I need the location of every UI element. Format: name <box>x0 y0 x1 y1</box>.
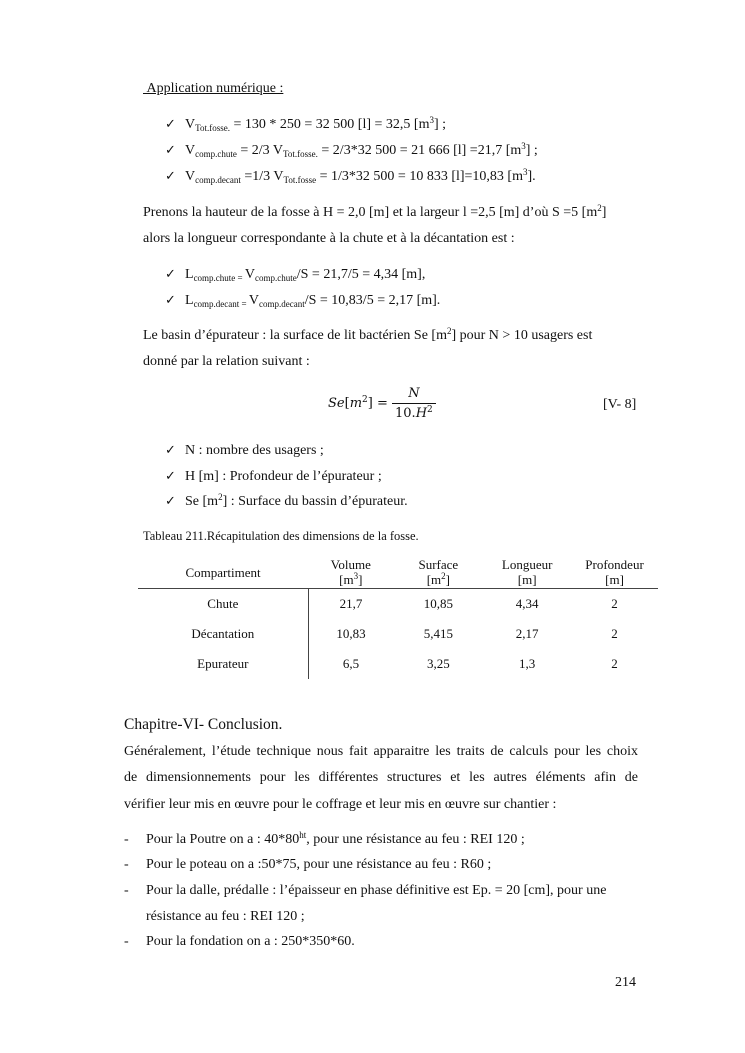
column-header-profondeur: Profondeur [m] <box>571 556 658 589</box>
bullet-fondation: - Pour la fondation on a : 250*350*60. <box>124 934 355 949</box>
list-item-definition-se: ✓ Se $[m^2]$ : Surface du bassin d’épurateur. <box>165 492 408 509</box>
checkmark-icon: ✓ <box>165 469 176 484</box>
table-cell: Décantation <box>138 619 308 649</box>
dash-bullet: - <box>124 857 129 872</box>
bullet-poteau: - Pour le poteau on a :50*75, pour une résistance au feu : R60 ; <box>124 857 492 872</box>
list-item-length-decant: ✓ $L_{comp.decant =}$ $V_{comp.decant}/S = 10,83/5 = 2,17$ [m]. <box>165 293 441 309</box>
paragraph-epurateur-line2: donné par la relation suivant : <box>143 354 310 369</box>
list-item-volume-total: ✓ $V_{Tot.fosse.} = 130 * 250 = 32$ 500 [l] = 32,5 $[m^3]$ ; <box>165 115 447 133</box>
checkmark-icon: ✓ <box>165 494 176 509</box>
table-cell: 2 <box>611 596 618 611</box>
table-cell: 2 <box>611 626 618 641</box>
dash-bullet: - <box>124 934 129 949</box>
paragraph-dimensions-line2: alors la longueur correspondante à la chute et à la décantation est : <box>143 231 515 246</box>
table-cell: 3,25 <box>426 656 450 671</box>
table-cell: Epurateur <box>138 649 308 679</box>
formula-fraction: $\frac{N}{10.H^2}$ <box>392 386 436 421</box>
section-heading: Application numérique : <box>146 81 284 96</box>
conclusion-line: vérifier leur mis en œuvre pour le coffrage et leur mis en œuvre sur chantier : <box>124 797 557 812</box>
paragraph-epurateur-line1: Le basin d’épurateur : la surface de lit bactérien Se $[m^2]$ pour N > 10 usagers est <box>143 326 593 343</box>
checkmark-icon: ✓ <box>165 443 176 458</box>
checkmark-icon: ✓ <box>165 267 176 282</box>
dimensions-table <box>138 556 658 679</box>
column-header-surface: Surface $[m^2]$ <box>393 556 483 589</box>
table-cell: 10,85 <box>423 596 453 611</box>
column-header-compartiment: Compartiment <box>138 556 308 589</box>
list-item-length-chute: ✓ $L_{comp.chute =}$ $V_{comp.chute}/S = 21,7/5 = 4,34$ [m], <box>165 267 426 283</box>
chapter-title: Chapitre-VI- Conclusion. <box>124 716 283 733</box>
table-cell: 4,34 <box>515 596 539 611</box>
bullet-dalle: - Pour la dalle, prédalle : l’épaisseur en phase définitive est Ep. = 20 [cm], pour une <box>124 883 607 898</box>
list-item-definition-h: ✓ H [m] : Profondeur de l’épurateur ; <box>165 469 382 484</box>
dash-bullet: - <box>124 883 129 898</box>
table-cell: 21,7 <box>339 596 363 611</box>
formula-reference: [V- 8] <box>603 397 637 412</box>
conclusion-line: Généralement, l’étude technique nous fait apparaitre les traits de calculs pour les choix <box>124 744 638 759</box>
list-item-definition-n: ✓ N : nombre des usagers ; <box>165 443 324 458</box>
dash-bullet: - <box>124 832 129 847</box>
formula-surface: $Se[m^2]$ = $\frac{N}{10.H^2}$ <box>328 386 436 421</box>
bullet-dalle-continuation: résistance au feu : REI 120 ; <box>146 909 305 924</box>
table-cell: 2 <box>611 656 618 671</box>
checkmark-icon: ✓ <box>165 143 176 158</box>
checkmark-icon: ✓ <box>165 117 176 132</box>
table-row <box>138 649 658 679</box>
page-number: 214 <box>615 975 636 990</box>
table-row <box>138 589 658 620</box>
list-item-volume-decant: ✓ $V_{comp.decant} =1/3$ $V_{Tot.fosse} = 1/3*32$ 500 = 10 833 [l]=10,83 $[m^3]$. <box>165 167 536 185</box>
table-cell: Chute <box>138 589 308 620</box>
table-cell: 2,17 <box>515 626 539 641</box>
table-caption: Tableau 211.Récapitulation des dimensions de la fosse. <box>143 529 419 543</box>
column-header-volume: Volume $[m^3]$ <box>308 556 393 589</box>
checkmark-icon: ✓ <box>165 293 176 308</box>
bullet-poutre: - Pour la Poutre on a : $40*80^{ht}$, pour une résistance au feu : REI 120 ; <box>124 830 525 847</box>
table-cell: 6,5 <box>342 656 360 671</box>
column-header-longueur: Longueur [m] <box>483 556 571 589</box>
table-cell: 10,83 <box>336 626 366 641</box>
list-item-volume-chute: ✓ $V_{comp.chute} = 2/3$ $V_{Tot.fosse.} = 2/3*32$ 500 = 21 666 [l] =21,7 $[m^3]$ ; <box>165 141 538 159</box>
table-row <box>138 619 658 649</box>
paragraph-dimensions-line1: Prenons la hauteur de la fosse à H = 2,0 [m] et la largeur l =2,5 [m] d’où S =5 $[m^2]$ <box>143 203 607 220</box>
table-header-row <box>138 556 658 589</box>
table-cell: 5,415 <box>423 626 453 641</box>
table-cell: 1,3 <box>519 656 536 671</box>
checkmark-icon: ✓ <box>165 169 176 184</box>
conclusion-line: de dimensionnements pour les différentes structures et les autres éléments afin de <box>124 770 638 785</box>
